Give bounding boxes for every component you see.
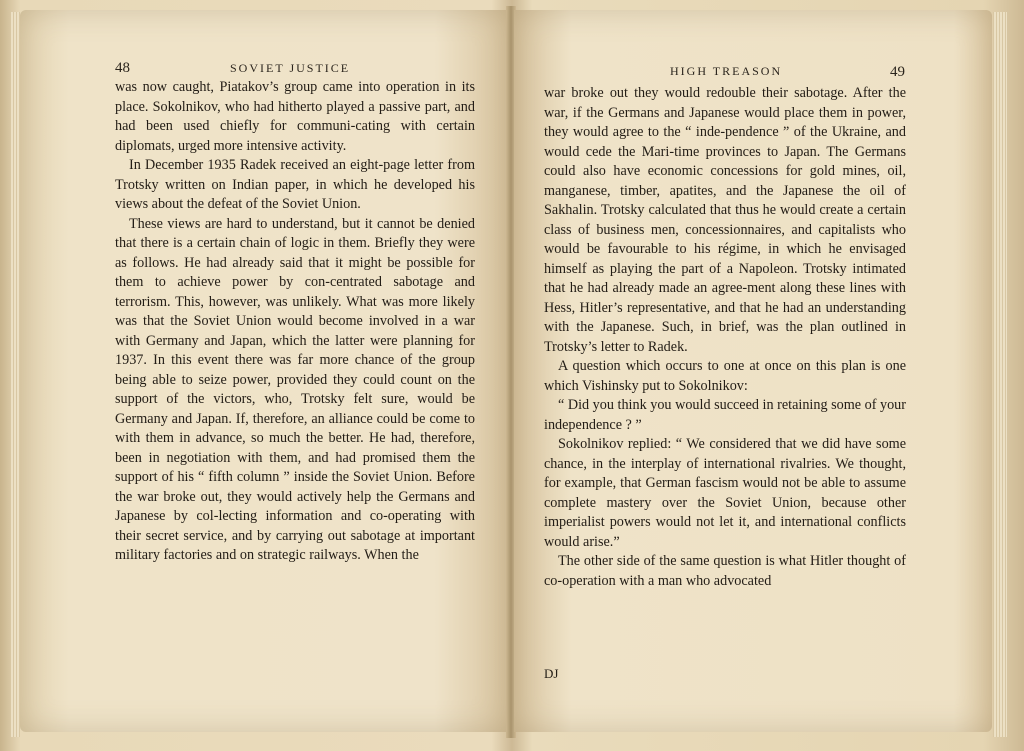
right-paragraph-3: “ Did you think you would succeed in retaining some of your independence ? ” [544, 397, 906, 433]
right-paragraph-5: The other side of the same question is what Hitler thought of co-operation with a man who advocated [544, 553, 906, 589]
right-paragraph-4: Sokolnikov replied: “ We considered that we did have some chance, in the interplay of international rivalries. We thought, for example, that German fascism would not be able to assume complete mastery over the Soviet Union, because other imperialist powers would not let it, and international conflicts would arise.” [544, 436, 906, 550]
right-paragraph-2: A question which occurs to one at once on this plan is one which Vishinsky put to Sokolnikov: [544, 358, 906, 394]
left-paragraph-3: These views are hard to understand, but it cannot be denied that there is a certain chain of logic in them. Briefly they were as follows. He had already said that it might be possible for them to achieve power by con-centrated sabotage and terrorism. This, however, was unlikely. What was more likely was that the Soviet Union would become involved in a war with Germany and Japan, which the latter were planning for 1937. In this event there was far more chance of the group being able to seize power, provided they could count on the support of the victors, who, Trotsky felt sure, would be Germany and Japan. If, therefore, an alliance could be come to with them in advance, so much the better. He had, therefore, been in negotiation with them, and had promised them the support of his “ fifth column ” inside the Soviet Union. Before the war broke out, they would actively help the Germans and Japanese by col-lecting information and co-operating with their secret service, and by carrying out sabotage at important military factories and on strategic railways. When the [115, 215, 475, 563]
left-running-head: SOVIET JUSTICE [230, 61, 351, 75]
right-paragraph-1: war broke out they would redouble their sabotage. After the war, if the Germans and Japanese would place them in power, they would agree to the “ inde-pendence ” of the Ukraine, and would cede the Mari-time provinces to Japan. The Germans could also have economic concessions for gold mines, oil, manganese, timber, apatites, and the Japanese the oil of Sakhalin. Trotsky calculated that thus he would create a certain class of business men, concessionnaires, and capitalists who would be favourable to his régime, in which he envisaged himself as playing the part of a Napoleon. Trotsky intimated that he had already made an agree-ment along these lines with Hess, Hitler’s representative, and that he had an understanding with the Japanese. Such, in brief, was the plan outlined in Trotsky’s letter to Radek. [544, 85, 906, 355]
signature-mark: DJ [544, 666, 559, 681]
right-page-number: 49 [890, 64, 905, 80]
left-page-edges [10, 12, 20, 737]
left-paragraph-1: was now caught, Piatakov’s group came into operation in its place. Sokolnikov, who had hitherto played a passive part, and had been used chiefly for communi-cating with certain diplomats, urged more intensive activity. [115, 79, 475, 154]
left-paragraph-2: In December 1935 Radek received an eight-page letter from Trotsky written on Indian paper, in which he developed his views about the defeat of the Soviet Union. [115, 157, 475, 212]
right-running-head: HIGH TREASON [670, 64, 783, 78]
left-page-number: 48 [115, 60, 130, 76]
right-page-text [544, 84, 906, 591]
left-page-text [115, 78, 475, 566]
right-page-edges [993, 12, 1007, 737]
